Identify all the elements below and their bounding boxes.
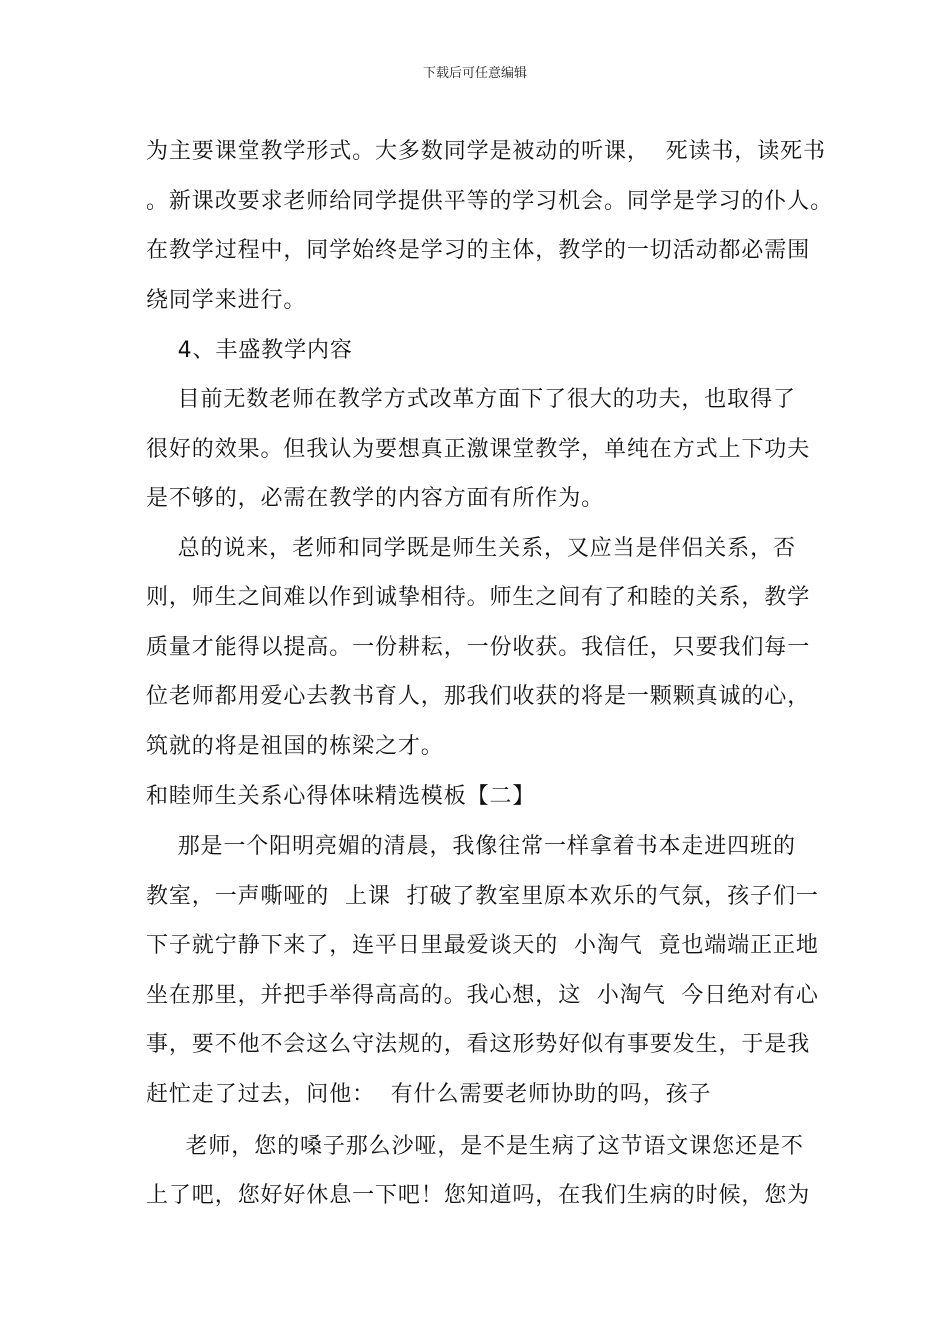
text-line: 很好的效果。但我认为要想真正激课堂教学，单纯在方式上下功夫 [146,437,811,462]
text-line: 总的说来，老师和同学既是师生关系，又应当是伴侣关系，否 [146,536,796,561]
text-line: 坐在那里，并把手举得高高的。我心想，这 小淘气 今日绝对有心 [146,983,819,1008]
section-heading: 4、丰盛教学内容 [146,338,353,363]
text-line: 老师，您的嗓子那么沙哑，是不是生病了这节语文课您还是不 [146,1134,804,1159]
text-line: 下子就宁静下来了，连平日里最爱谈天的 小淘气 竟也端端正正地 [146,933,819,958]
section-title: 和睦师生关系心得体味精选模板【二】 [146,784,536,809]
text-line: 为主要课堂教学形式。大多数同学是被动的听课， 死读书，读死书 [146,139,826,164]
page-header: 下载后可任意编辑 [422,66,527,81]
text-line: 是不够的，必需在教学的内容方面有所作为。 [146,486,605,511]
text-line: 绕同学来进行。 [146,288,307,313]
text-line: 则，师生之间难以作到诚挚相待。师生之间有了和睦的关系，教学 [146,585,811,610]
text-line: 那是一个阳明亮媚的清晨，我像往常一样拿着书本走进四班的 [146,834,796,859]
text-line: 赶忙走了过去，问他： 有什么需要老师协助的吗，孩子 [146,1082,712,1107]
text-line: 上了吧，您好好休息一下吧！您知道吗，在我们生病的时候，您为 [146,1183,811,1208]
text-line: 目前无数老师在教学方式改革方面下了很大的功夫，也取得了 [146,387,796,412]
text-line: 在教学过程中，同学始终是学习的主体，教学的一切活动都必需围 [146,238,811,263]
text-line: 筑就的将是祖国的栋梁之才。 [146,734,444,759]
text-line: 。新课改要求老师给同学提供平等的学习机会。同学是学习的仆人。 [146,189,834,214]
text-line: 教室，一声嘶哑的 上课 打破了教室里原本欢乐的气氛，孩子们一 [146,884,819,909]
text-line: 事，要不他不会这么守法规的，看这形势好似有事要发生，于是我 [146,1032,811,1057]
text-line: 质量才能得以提高。一份耕耘，一份收获。我信任，只要我们每一 [146,635,811,660]
text-line: 位老师都用爱心去教书育人，那我们收获的将是一颗颗真诚的心， [146,684,811,709]
